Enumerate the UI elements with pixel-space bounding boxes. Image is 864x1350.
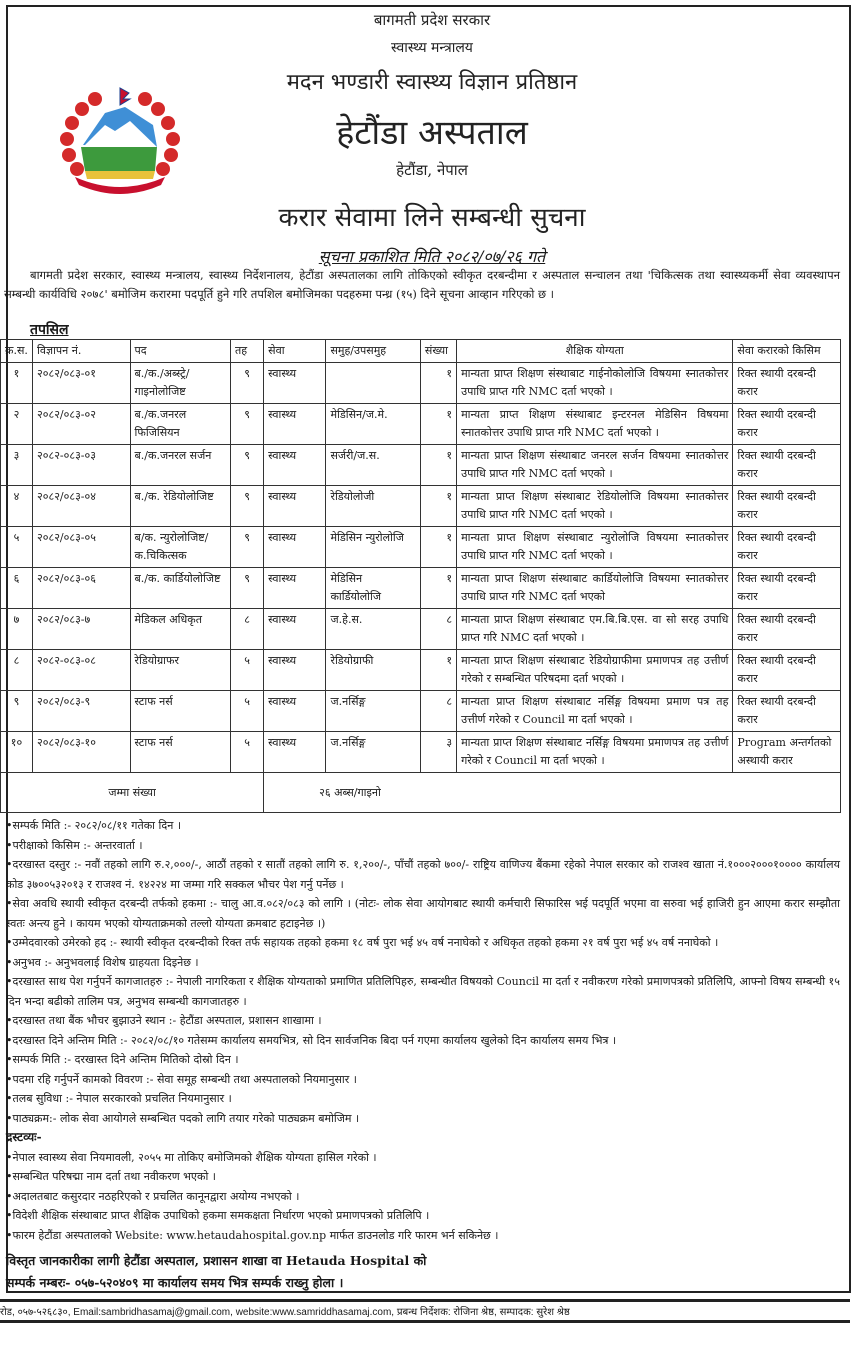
publisher-footer: रोड, ०५७-५२६८३०, Email:sambridhasamaj@gmail.com, website:www.samriddhasamaj.com, प्रबन्ध निर्देशक: रोजिना श्रेष्ठ, सम्पादक: सुरेश श्रेष्ठ: [0, 1307, 570, 1318]
cell-group: ज.नर्सिङ्ग: [326, 732, 420, 773]
cell-count: १: [420, 404, 456, 445]
bullet-item: • दरखास्त साथ पेश गर्नुपर्ने कागजातहरु :- नेपाली नागरिकता र शैक्षिक योग्यताको प्रमाणित प्रतिलिपिहरु, सम्बन्धीत विषयको Council मा दर्ता र नवीकरण गरेको प्रमाणपत्रको प्रतिलिपि, आफ्नो विषय सम्बन्धी १५ दिन भन्दा बढीको तालिम पत्र, अनुभव सम्बन्धी कागजातहरु ।: [6, 972, 840, 1011]
cell-count: १: [420, 363, 456, 404]
col-count: संख्या: [420, 340, 456, 363]
bullet-item: • परीक्षाको किसिम :- अन्तरवार्ता ।: [6, 836, 840, 856]
cell-contract-type: रिक्त स्थायी दरबन्दी करार: [733, 650, 841, 691]
publication-date: सूचना प्रकाशित मिति २०८२/०७/२६ गते: [318, 247, 546, 266]
bullet-item: • सम्पर्क मिति :- दरखास्त दिने अन्तिम मितिको दोस्रो दिन ।: [6, 1050, 840, 1070]
notice-conditions: [6, 816, 840, 1245]
cell-count: १: [420, 527, 456, 568]
cell-contract-type: रिक्त स्थायी दरबन्दी करार: [733, 445, 841, 486]
cell-post: ब./क. कार्डियोलोजिष्ट: [130, 568, 230, 609]
bullet-item: • सेवा अवधि स्थायी स्वीकृत दरबन्दी तर्फको हकमा :- चालु आ.व.०८२/०८३ को लागि । (नोटः- लोक सेवा आयोगबाट स्थायी कर्मचारी सिफारिस भई पदपूर्ति भएमा वा सरुवा भई हाजिरी हुन आएमा करार सम्झौता स्वतः अन्त्य हुने । कायम भएको योग्यताक्रमको तल्लो योग्यता क्रमबाट हटाइनेछ ।): [6, 894, 840, 933]
col-level: तह: [231, 340, 264, 363]
cell-count: ३: [420, 732, 456, 773]
cell-qualification: मान्यता प्राप्त शिक्षण संस्थाबाट नर्सिङ्ग विषयमा प्रमाण पत्र तह उत्तीर्ण गरेको र Council मा दर्ता भएको ।: [457, 691, 733, 732]
table-row: [1, 691, 841, 732]
cell-qualification: मान्यता प्राप्त शिक्षण संस्थाबाट जनरल सर्जन विषयमा स्नातकोत्तर उपाधि प्राप्त गरि NMC दर्ता भएको ।: [457, 445, 733, 486]
cell-adv-no: २०८२/०८३-९: [33, 691, 130, 732]
cell-contract-type: रिक्त स्थायी दरबन्दी करार: [733, 609, 841, 650]
cell-group: [326, 363, 420, 404]
cell-sn: ७: [1, 609, 33, 650]
cell-adv-no: २०८२-०८३-०३: [33, 445, 130, 486]
bullet-item: • अनुभव :- अनुभवलाई विशेष ग्राहयता दिइनेछ ।: [6, 953, 840, 973]
table-row: [1, 568, 841, 609]
col-adv-no: विज्ञापन नं.: [33, 340, 130, 363]
cell-service: स्वास्थ्य: [264, 691, 326, 732]
cell-post: रेडियोग्राफर: [130, 650, 230, 691]
table-row: [1, 609, 841, 650]
cell-level: ५: [231, 732, 264, 773]
cell-contract-type: रिक्त स्थायी दरबन्दी करार: [733, 527, 841, 568]
cell-qualification: मान्यता प्राप्त शिक्षण संस्थाबाट नर्सिङ्ग विषयमा प्रमाणपत्र तह उत्तीर्ण गरेको र Council मा दर्ता भएको ।: [457, 732, 733, 773]
cell-adv-no: २०८२/०८३-०२: [33, 404, 130, 445]
cell-level: ९: [231, 445, 264, 486]
bullet-item: • तलब सुविधा :- नेपाल सरकारको प्रचलित नियमानुसार ।: [6, 1089, 840, 1109]
cell-contract-type: रिक्त स्थायी दरबन्दी करार: [733, 568, 841, 609]
col-sn: क्र.स.: [1, 340, 33, 363]
cell-service: स्वास्थ्य: [264, 486, 326, 527]
total-label: जम्मा संख्या: [1, 773, 264, 813]
cell-contract-type: Program अन्तर्गतको अस्थायी करार: [733, 732, 841, 773]
cell-level: ९: [231, 527, 264, 568]
contact-line-2: सम्पर्क नम्बरः- ०५७-५२०४०९ मा कार्यालय समय भित्र सम्पर्क राख्नु होला ।: [6, 1275, 344, 1290]
notes-heading: द्रस्टव्यः-: [6, 1130, 42, 1144]
bullet-item: • दरखास्त तथा बैंक भौचर बुझाउने स्थान :- हेटौंडा अस्पताल, प्रशासन शाखामा ।: [6, 1011, 840, 1031]
col-post: पद: [130, 340, 230, 363]
cell-level: ९: [231, 363, 264, 404]
cell-qualification: मान्यता प्राप्त शिक्षण संस्थाबाट न्युरोलोजि विषयमा स्नातकोत्तर उपाधि प्राप्त गरि NMC दर्ता भएको ।: [457, 527, 733, 568]
cell-count: १: [420, 650, 456, 691]
footer-rule-top: [0, 1299, 850, 1302]
cell-sn: २: [1, 404, 33, 445]
intro-paragraph: बागमती प्रदेश सरकार, स्वास्थ्य मन्त्रालय, स्वास्थ्य निर्देशनालय, हेटौंडा अस्पतालका लागि तोकिएको स्वीकृत दरबन्दीमा र अस्पताल सन्चालन तथा 'चिकित्सक तथा स्वास्थ्यकर्मी सेवा व्यवस्थापन सम्बन्धी कार्यविधि २०७८' बमोजिम करारमा पदपूर्ति हुने गरि तपशिल बमोजिमका पदहरुमा पन्ध्र (१५) दिने सूचना आव्हान गरिएको छ ।: [4, 268, 840, 301]
bullet-item: • पदमा रहि गर्नुपर्ने कामको विवरण :- सेवा समूह सम्बन्धी तथा अस्पतालको नियमानुसार ।: [6, 1070, 840, 1090]
cell-sn: ६: [1, 568, 33, 609]
col-qualification: शैक्षिक योग्यता: [457, 340, 733, 363]
col-contract-type: सेवा करारको किसिम: [733, 340, 841, 363]
cell-level: ८: [231, 609, 264, 650]
cell-post: ब./क. रेडियोलोजिष्ट: [130, 486, 230, 527]
col-service: सेवा: [264, 340, 326, 363]
details-subtitle: तपसिल: [30, 322, 69, 338]
cell-sn: ३: [1, 445, 33, 486]
institute-name: मदन भण्डारी स्वास्थ्य विज्ञान प्रतिष्ठान: [286, 70, 578, 95]
cell-count: १: [420, 568, 456, 609]
cell-qualification: मान्यता प्राप्त शिक्षण संस्थाबाट एम.बि.बि.एस. वा सो सरह उपाधि प्राप्त गरि NMC दर्ता भएको ।: [457, 609, 733, 650]
bullet-item: • पाठ्यक्रम:- लोक सेवा आयोगले सम्बन्धित पदको लागि तयार गरेको पाठ्यक्रम बमोजिम ।: [6, 1109, 840, 1129]
cell-service: स्वास्थ्य: [264, 527, 326, 568]
cell-group: रेडियोग्राफी: [326, 650, 420, 691]
table-header-row: [1, 340, 841, 363]
cell-adv-no: २०८२-०८३-०८: [33, 650, 130, 691]
table-row: [1, 732, 841, 773]
cell-post: स्टाफ नर्स: [130, 732, 230, 773]
bullet-item: • उम्मेदवारको उमेरको हद :- स्थायी स्वीकृत दरबन्दीको रिक्त तर्फ सहायक तहको हकमा १८ वर्ष पुरा भई ४५ वर्ष ननाघेको र अधिकृत तहको हकमा २१ वर्ष पुरा भई ४५ वर्ष ननाघेको ।: [6, 933, 840, 953]
cell-level: ५: [231, 691, 264, 732]
cell-sn: १०: [1, 732, 33, 773]
cell-service: स्वास्थ्य: [264, 650, 326, 691]
note-item: • सम्बन्धित परिषद्मा नाम दर्ता तथा नवीकरण भएको ।: [6, 1167, 840, 1187]
gov-name: बागमती प्रदेश सरकार: [373, 11, 491, 29]
cell-service: स्वास्थ्य: [264, 363, 326, 404]
cell-qualification: मान्यता प्राप्त शिक्षण संस्थाबाट रेडियोलोजि विषयमा स्नातकोत्तर उपाधि प्राप्त गरि NMC दर्ता भएको ।: [457, 486, 733, 527]
table-row: [1, 404, 841, 445]
cell-count: ८: [420, 609, 456, 650]
cell-contract-type: रिक्त स्थायी दरबन्दी करार: [733, 691, 841, 732]
cell-post: मेडिकल अधिकृत: [130, 609, 230, 650]
cell-adv-no: २०८२/०८३-०४: [33, 486, 130, 527]
cell-group: मेडिसिन कार्डियोलोजि: [326, 568, 420, 609]
table-row: [1, 486, 841, 527]
note-item: • विदेशी शैक्षिक संस्थाबाट प्राप्त शैक्षिक उपाधिको हकमा समकक्षता निर्धारण भएको प्रमाणपत्रको प्रतिलिपि ।: [6, 1206, 840, 1226]
note-item: • अदालतबाट कसुरदार नठहरिएको र प्रचलित कानूनद्वारा अयोग्य नभएको ।: [6, 1187, 840, 1207]
cell-group: मेडिसिन/ज.मे.: [326, 404, 420, 445]
cell-count: १: [420, 445, 456, 486]
cell-qualification: मान्यता प्राप्त शिक्षण संस्थाबाट इन्टरनल मेडिसिन विषयमा स्नातकोत्तर उपाधि प्राप्त गरि NMC दर्ता भएको ।: [457, 404, 733, 445]
table-row: [1, 363, 841, 404]
cell-level: ९: [231, 486, 264, 527]
cell-post: ब./क.जनरल फिजिसियन: [130, 404, 230, 445]
cell-count: १: [420, 486, 456, 527]
cell-service: स्वास्थ्य: [264, 445, 326, 486]
cell-service: स्वास्थ्य: [264, 404, 326, 445]
cell-qualification: मान्यता प्राप्त शिक्षण संस्थाबाट कार्डियोलोजि विषयमा स्नातकोत्तर उपाधि प्राप्त गरि NMC दर्ता भएको: [457, 568, 733, 609]
bullet-item: • दरखास्त दस्तुर :- नवौं तहको लागि रु.२,०००/-, आठौं तहको र सातौं तहको लागि रु. १,२००/-, पाँचौं तहको ७००/- राष्ट्रिय वाणिज्य बैंकमा रहेको नेपाल सरकार को राजश्व खाता नं.१०००२०००१०००० कार्यालय कोड ३७००५३२०१३ र राजश्व नं. १४२२४ मा जम्मा गरि सक्कल भौचर पेश गर्नु पर्नेछ ।: [6, 855, 840, 894]
cell-sn: ९: [1, 691, 33, 732]
cell-service: स्वास्थ्य: [264, 732, 326, 773]
cell-sn: १: [1, 363, 33, 404]
cell-contract-type: रिक्त स्थायी दरबन्दी करार: [733, 486, 841, 527]
cell-sn: ५: [1, 527, 33, 568]
cell-sn: ८: [1, 650, 33, 691]
hospital-name: हेटौंडा अस्पताल: [336, 113, 528, 153]
contact-line-1: विस्तृत जानकारीका लागी हेटौंडा अस्पताल, प्रशासन शाखा वा Hetauda Hospital को: [6, 1253, 427, 1268]
vacancy-table: [0, 339, 841, 813]
ministry-name: स्वास्थ्य मन्त्रालय: [391, 40, 473, 56]
total-value: २६ अब्स/गाइनो: [264, 773, 841, 813]
cell-adv-no: २०८२/०८३-७: [33, 609, 130, 650]
cell-contract-type: रिक्त स्थायी दरबन्दी करार: [733, 363, 841, 404]
note-item: • फारम हेटौंडा अस्पतालको Website: www.hetaudahospital.gov.np मार्फत डाउनलोड गरि फारम भर्न सकिनेछ ।: [6, 1226, 840, 1246]
total-row: [1, 773, 841, 813]
bullet-item: • दरखास्त दिने अन्तिम मिति :- २०८२/०८/१० गतेसम्म कार्यालय समयभित्र, सो दिन सार्वजनिक बिदा पर्न गएमा कार्यालय खुलेको दिन कार्यालय समय भित्र ।: [6, 1031, 840, 1051]
cell-qualification: मान्यता प्राप्त शिक्षण संस्थाबाट रेडियोग्राफीमा प्रमाणपत्र तह उत्तीर्ण गरेको र सम्बन्धित परिषदमा दर्ता भएको ।: [457, 650, 733, 691]
note-item: • नेपाल स्वास्थ्य सेवा नियमावली, २०५५ मा तोकिए बमोजिमको शैक्षिक योग्यता हासिल गरेको ।: [6, 1148, 840, 1168]
bullet-item: • सम्पर्क मिति :- २०८२/०८/११ गतेका दिन ।: [6, 816, 840, 836]
cell-adv-no: २०८२/०८३-१०: [33, 732, 130, 773]
cell-level: ९: [231, 404, 264, 445]
cell-group: ज.नर्सिङ्ग: [326, 691, 420, 732]
cell-contract-type: रिक्त स्थायी दरबन्दी करार: [733, 404, 841, 445]
cell-group: रेडियोलोजी: [326, 486, 420, 527]
location: हेटौंडा, नेपाल: [396, 161, 468, 179]
cell-post: ब./क.जनरल सर्जन: [130, 445, 230, 486]
cell-qualification: मान्यता प्राप्त शिक्षण संस्थाबाट गाईनोकोलोजि विषयमा स्नातकोत्तर उपाधि प्राप्त गरि NMC दर्ता भएको ।: [457, 363, 733, 404]
cell-post: ब/क. न्युरोलोजिष्ट/ क.चिकित्सक: [130, 527, 230, 568]
contact-info: [6, 1250, 836, 1294]
table-row: [1, 527, 841, 568]
cell-post: स्टाफ नर्स: [130, 691, 230, 732]
col-group: समुह/उपसमुह: [326, 340, 420, 363]
cell-level: ९: [231, 568, 264, 609]
footer-rule-bottom: [0, 1320, 850, 1323]
cell-adv-no: २०८२/०८३-०६: [33, 568, 130, 609]
cell-service: स्वास्थ्य: [264, 609, 326, 650]
cell-level: ५: [231, 650, 264, 691]
cell-sn: ४: [1, 486, 33, 527]
table-row: [1, 445, 841, 486]
table-row: [1, 650, 841, 691]
cell-service: स्वास्थ्य: [264, 568, 326, 609]
cell-adv-no: २०८२/०८३-०१: [33, 363, 130, 404]
cell-count: ८: [420, 691, 456, 732]
cell-group: सर्जरी/ज.स.: [326, 445, 420, 486]
cell-adv-no: २०८२/०८३-०५: [33, 527, 130, 568]
cell-post: ब./क./अब्स्ट्रे/ गाइनोलोजिष्ट: [130, 363, 230, 404]
cell-group: मेडिसिन न्युरोलोजि: [326, 527, 420, 568]
notice-title: करार सेवामा लिने सम्बन्धी सुचना: [278, 203, 586, 233]
cell-group: ज.हे.स.: [326, 609, 420, 650]
